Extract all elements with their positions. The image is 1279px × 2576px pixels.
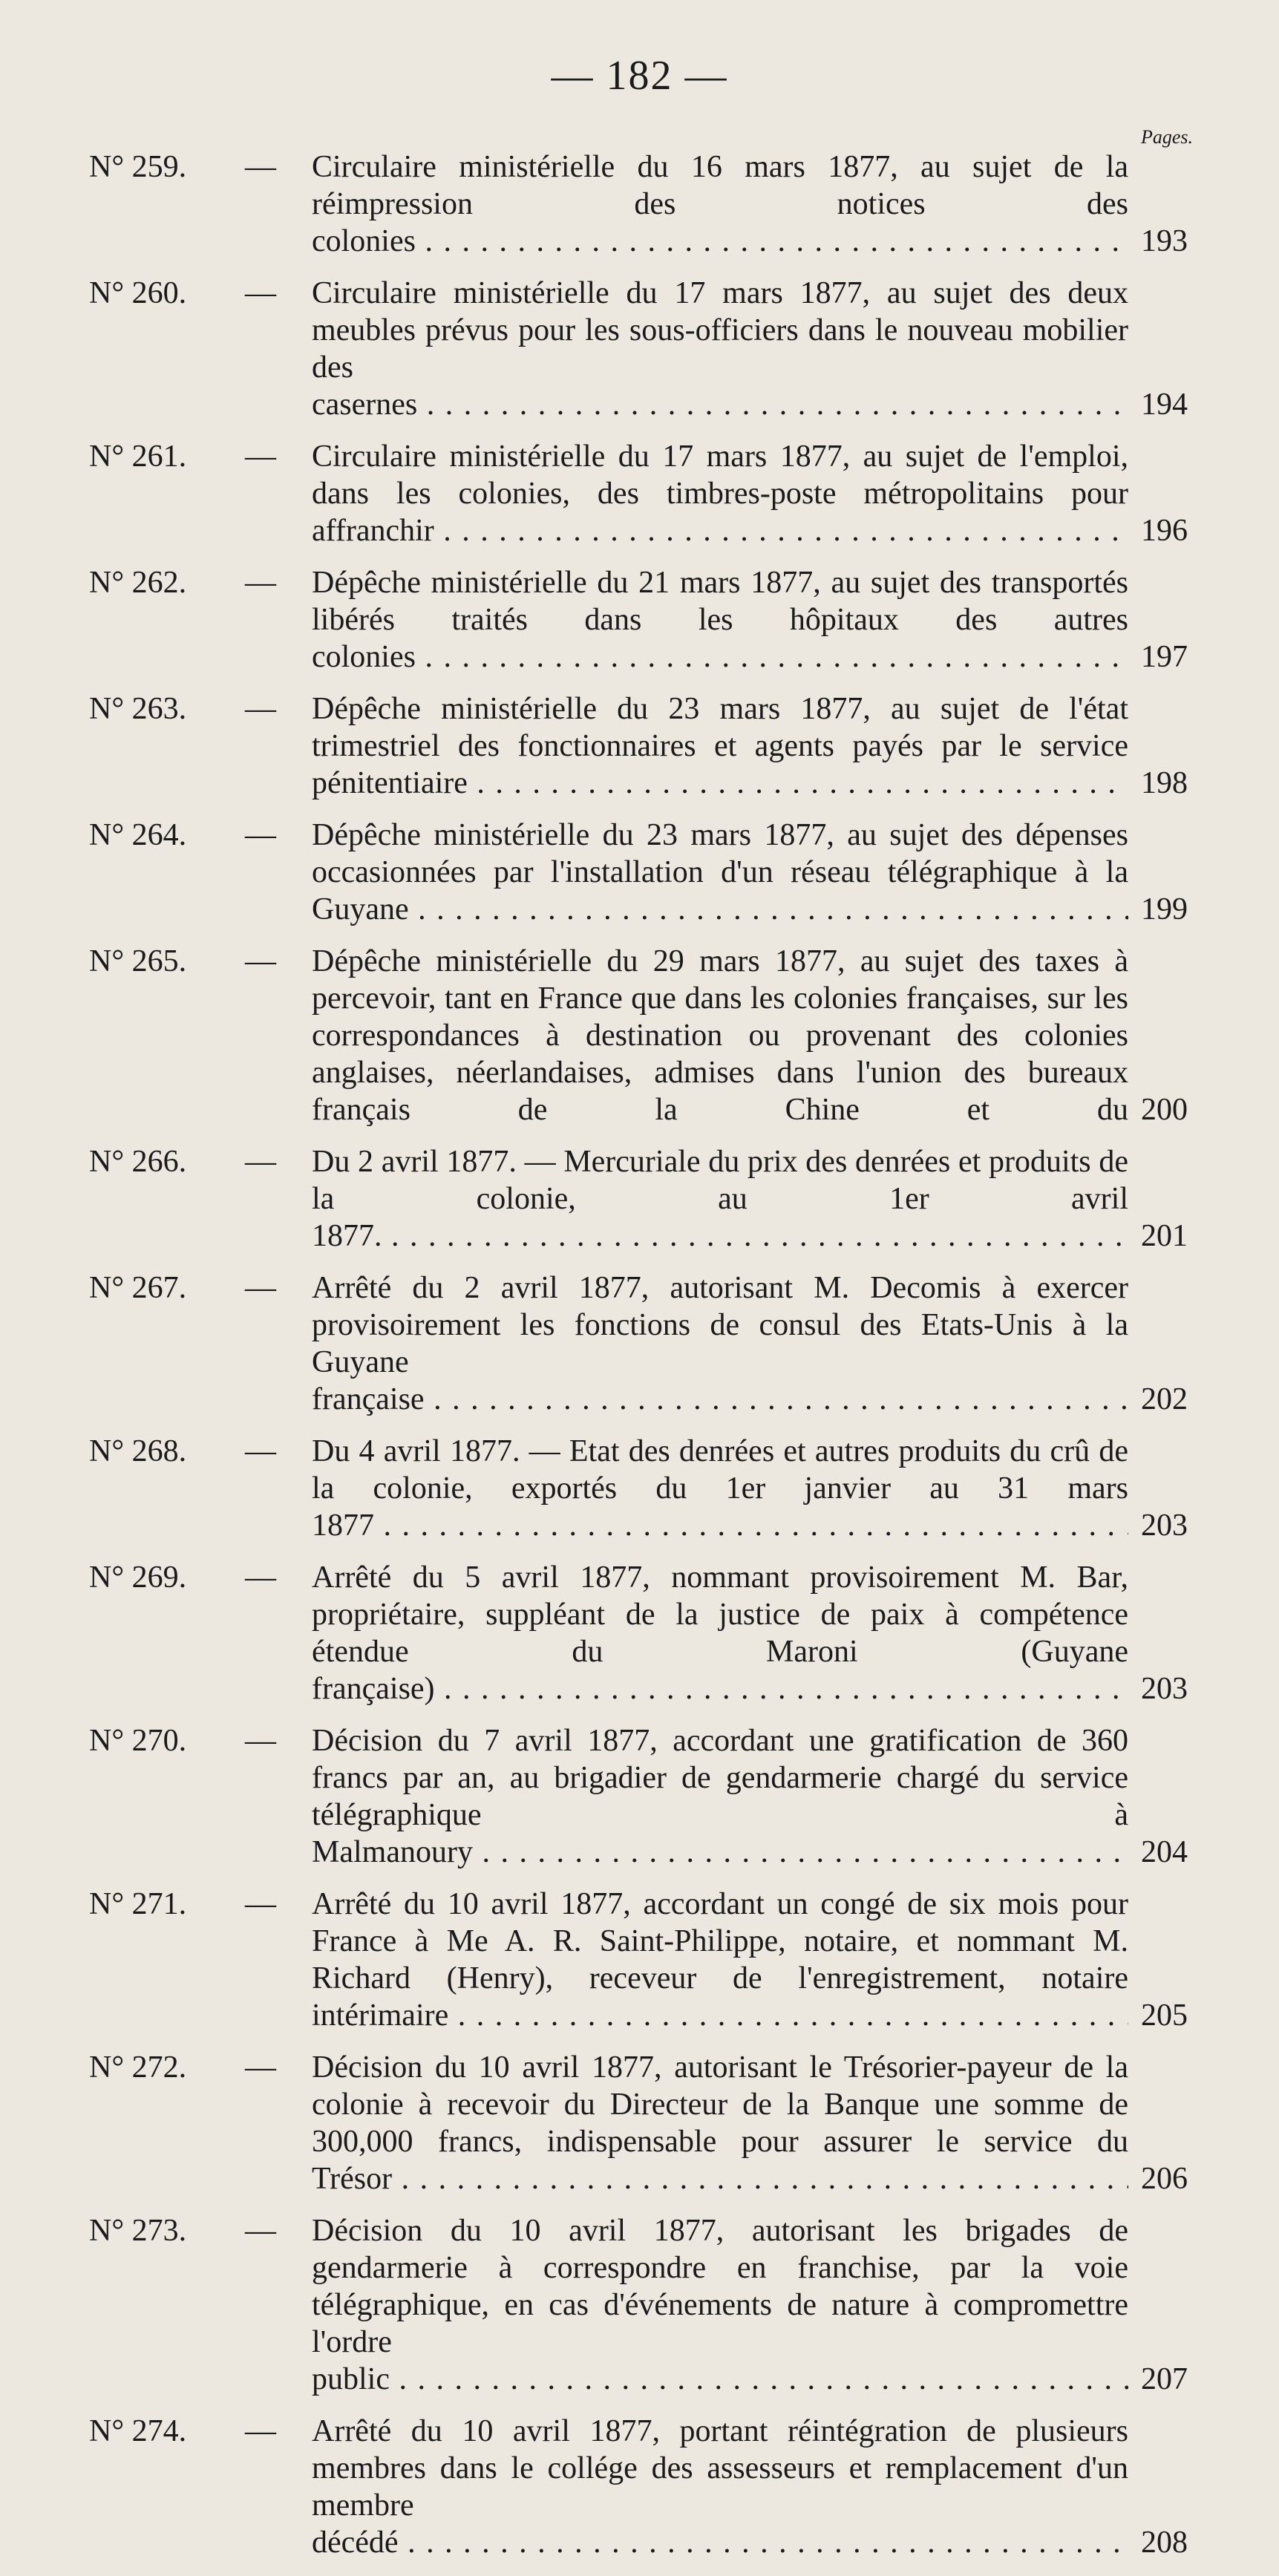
entry-page-number: 197 — [1128, 638, 1188, 676]
page-number: — 182 — — [551, 53, 728, 99]
entry-title: Arrêté du 10 avril 1877, portant réintégration de plusieurs membres dans le collége des assesseurs et remplacement d'un membre décédé . . . — [312, 2413, 1128, 2561]
entry-title: Circulaire ministérielle du 17 mars 1877, au sujet des deux meubles prévus pour les sous-officiers dans le nouveau mobilier des casernes . . . — [312, 275, 1128, 423]
table-of-contents — [89, 148, 1188, 2576]
entry-dash: — — [245, 439, 276, 474]
toc-entry-263 — [89, 690, 1188, 802]
entry-number: N° 268. — [89, 1434, 187, 1468]
toc-entry-272 — [89, 2049, 1188, 2197]
toc-entry-262 — [89, 564, 1188, 676]
entry-title: Dépêche ministérielle du 23 mars 1877, au sujet des dépenses occasionnées par l'installation d'un réseau télégraphique à la Guyane . . . — [312, 817, 1128, 928]
entry-dash: — — [245, 1271, 276, 1305]
pages-column-label: Pages. — [1140, 126, 1193, 148]
toc-entry-274 — [89, 2413, 1188, 2561]
entry-number: N° 264. — [89, 818, 187, 852]
entry-dash: — — [245, 1145, 276, 1179]
entry-dash: — — [245, 2214, 276, 2248]
entry-title: Dépêche ministérielle du 29 mars 1877, au sujet des taxes à percevoir, tant en France que dans les colonies françaises, sur les correspondances à destination ou provenant des colonies anglaises, néerlandaises, admises dans l'union des bureaux français de la Chine et du . . . — [312, 943, 1128, 1128]
entry-dash: — — [245, 566, 276, 600]
entry-page-number: 205 — [1128, 1997, 1188, 2034]
toc-entry-266 — [89, 1143, 1188, 1255]
entry-title: Décision du 10 avril 1877, autorisant le Trésorier-payeur de la colonie à recevoir du Directeur de la Banque une somme de 300,000 francs, indispensable pour assurer le service du Trésor . . . — [312, 2049, 1128, 2197]
entry-number: N° 261. — [89, 439, 187, 474]
entry-title: Circulaire ministérielle du 16 mars 1877, au sujet de la réimpression des notices des colonies . . . — [312, 148, 1128, 260]
entry-title: Arrêté du 10 avril 1877, accordant un congé de six mois pour France à Me A. R. Saint-Philippe, notaire, et nommant M. Richard (Henry), receveur de l'enregistrement, notaire intérimaire . . . — [312, 1886, 1128, 2034]
toc-entry-273 — [89, 2212, 1188, 2398]
entry-dash: — — [245, 150, 276, 184]
toc-entry-264 — [89, 817, 1188, 928]
entry-title: Dépêche ministérielle du 23 mars 1877, au sujet de l'état trimestriel des fonctionnaires et agents payés par le service pénitentiaire . . . — [312, 690, 1128, 802]
toc-entry-265 — [89, 943, 1188, 1128]
entry-number: N° 272. — [89, 2050, 187, 2085]
entry-number: N° 265. — [89, 944, 187, 978]
toc-entry-260 — [89, 275, 1188, 423]
entry-page-number: 200 — [1128, 1091, 1188, 1128]
entry-number: N° 273. — [89, 2214, 187, 2248]
entry-number: N° 263. — [89, 692, 187, 726]
entry-page-number: 196 — [1128, 512, 1188, 549]
entry-dash: — — [245, 1434, 276, 1468]
entry-dash: — — [245, 2414, 276, 2448]
entry-page-number: 194 — [1128, 386, 1188, 423]
entry-number: N° 262. — [89, 566, 187, 600]
entry-number: N° 266. — [89, 1145, 187, 1179]
entry-dash: — — [245, 1887, 276, 1921]
entry-number: N° 270. — [89, 1724, 187, 1758]
entry-dash: — — [245, 818, 276, 852]
toc-entry-267 — [89, 1269, 1188, 1418]
entry-page-number: 208 — [1128, 2524, 1188, 2561]
entry-title: Décision du 7 avril 1877, accordant une gratification de 360 francs par an, au brigadier de gendarmerie chargé du service télégraphique à Malmanoury . . . — [312, 1722, 1128, 1871]
toc-entry-261 — [89, 438, 1188, 549]
entry-number: N° 269. — [89, 1560, 187, 1595]
entry-page-number: 201 — [1128, 1217, 1188, 1255]
entry-dash: — — [245, 276, 276, 310]
entry-title: Arrêté du 5 avril 1877, nommant provisoirement M. Bar, propriétaire, suppléant de la justice de paix à compétence étendue du Maroni (Guyane française) . . . — [312, 1559, 1128, 1707]
entry-number: N° 274. — [89, 2414, 187, 2448]
entry-dash: — — [245, 1724, 276, 1758]
entry-number: N° 260. — [89, 276, 187, 310]
toc-entry-259 — [89, 148, 1188, 260]
entry-page-number: 202 — [1128, 1381, 1188, 1418]
entry-page-number: 204 — [1128, 1834, 1188, 1871]
entry-page-number: 207 — [1128, 2361, 1188, 2398]
entry-title: Dépêche ministérielle du 21 mars 1877, au sujet des transportés libérés traités dans les hôpitaux des autres colonies . . . — [312, 564, 1128, 676]
entry-dash: — — [245, 944, 276, 978]
entry-page-number: 206 — [1128, 2160, 1188, 2197]
entry-title: Du 4 avril 1877. — Etat des denrées et autres produits du crû de la colonie, exportés du 1er janvier au 31 mars 1877 . . . — [312, 1433, 1128, 1544]
entry-page-number: 199 — [1128, 891, 1188, 928]
entry-number: N° 271. — [89, 1887, 187, 1921]
entry-page-number: 203 — [1128, 1507, 1188, 1544]
entry-number: N° 259. — [89, 150, 187, 184]
entry-dash: — — [245, 2050, 276, 2085]
entry-dash: — — [245, 1560, 276, 1595]
entry-page-number: 198 — [1128, 765, 1188, 802]
entry-title: Arrêté du 2 avril 1877, autorisant M. Decomis à exercer provisoirement les fonctions de consul des Etats-Unis à la Guyane française . . . — [312, 1269, 1128, 1418]
toc-entry-268 — [89, 1433, 1188, 1544]
entry-title: Circulaire ministérielle du 17 mars 1877, au sujet de l'emploi, dans les colonies, des timbres-poste métropolitains pour affranchir . . . — [312, 438, 1128, 549]
toc-entry-271 — [89, 1886, 1188, 2034]
entry-number: N° 267. — [89, 1271, 187, 1305]
toc-entry-269 — [89, 1559, 1188, 1707]
entry-page-number: 203 — [1128, 1670, 1188, 1707]
entry-title: Du 2 avril 1877. — Mercuriale du prix des denrées et produits de la colonie, au 1er avril 1877. . . . — [312, 1143, 1128, 1255]
entry-page-number: 193 — [1128, 223, 1188, 260]
entry-dash: — — [245, 692, 276, 726]
entry-title: Décision du 10 avril 1877, autorisant les brigades de gendarmerie à correspondre en franchise, par la voie télégraphique, en cas d'événements de nature à compromettre l'ordre public . . . — [312, 2212, 1128, 2398]
toc-entry-270 — [89, 1722, 1188, 1871]
